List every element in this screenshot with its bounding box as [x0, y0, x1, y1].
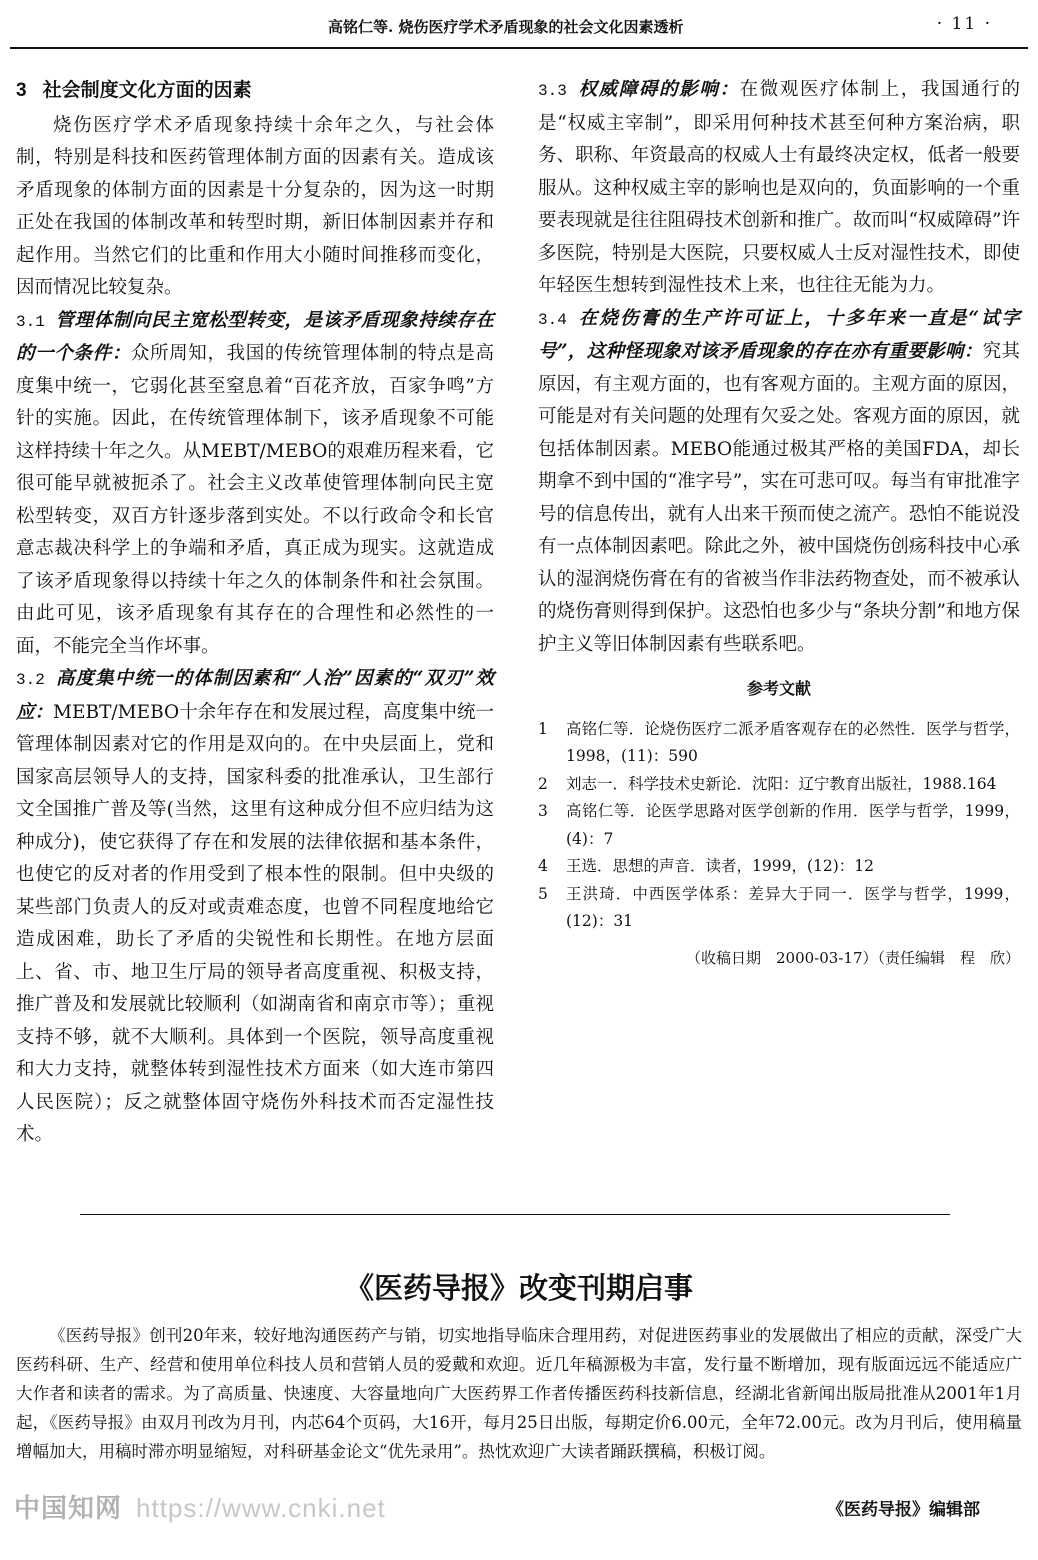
section-title: 社会制度文化方面的因素 [42, 79, 252, 101]
running-title: 高铭仁等. 烧伤医疗学术矛盾现象的社会文化因素透析 [328, 18, 684, 36]
reference-text: 王选．思想的声音．读者，1999，(12)：12 [566, 857, 874, 875]
right-column [538, 74, 1020, 974]
page-number: · 11 · [936, 14, 992, 34]
reference-item [538, 716, 1020, 771]
reference-text: 高铭仁等．论烧伤医疗二派矛盾客观存在的必然性．医学与哲学，1998，(11)：590 [566, 719, 1020, 765]
subsection-title: 管理体制向民主宽松型转变，是该矛盾现象持续存在的一个条件： [16, 309, 494, 364]
section-number: 3 [16, 80, 27, 101]
cnki-logo: 中国知网 [14, 1493, 123, 1523]
reference-item [538, 771, 1020, 799]
subsection-number: 3.3 [538, 82, 567, 100]
subsection-title: 权威障碍的影响： [576, 79, 740, 100]
subsection-text: 众所周知，我国的传统管理体制的特点是高度集中统一，它弱化甚至窒息着“百花齐放，百家争鸣”方针的实施。因此，在传统管理体制下，该矛盾现象不可能这样持续十年之久。从MEBT/MEBO的艰难历程来看，它很可能早就被扼杀了。社会主义改革使管理体制向民主宽松型转变，双百方针逐步落到实处。不以行政命令和长官意志裁决科学上的争端和矛盾，真正成为现实。这就造成了该矛盾现象得以持续十年之久的体制条件和社会氛围。由此可见，该矛盾现象有其存在的合理性和必然性的一面，不能完全当作坏事。 [16, 343, 494, 657]
subsection-3-2 [16, 663, 494, 1152]
left-column [16, 74, 494, 1152]
reference-item [538, 881, 1020, 936]
received-date-editor: （收稿日期 2000-03-17）（责任编辑 程 欣） [686, 948, 1020, 967]
reference-item [538, 853, 1020, 881]
reference-number: 2 [538, 774, 548, 793]
reference-number: 4 [538, 857, 548, 875]
notice-signature: 《医药导报》编辑部 [827, 1500, 980, 1520]
reference-text: 刘志一．科学技术史新论．沈阳：辽宁教育出版社，1988.164 [566, 774, 997, 793]
reference-item [538, 798, 1020, 853]
subsection-text: MEBT/MEBO十余年存在和发展过程，高度集中统一管理体制因素对它的作用是双向的。在中央层面上，党和国家高层领导人的支持，国家科委的批准承认，卫生部行文全国推广普及等(当然，这里有这种成分但不应归结为这种成分)，使它获得了存在和发展的法律依据和基本条件，也使它的反对者的作用受到了根本性的限制。但中央级的某些部门负责人的反对或责难态度，也曾不同程度地给它造成困难，助长了矛盾的尖锐性和长期性。在地方层面上、省、市、地卫生厅局的领导者高度重视、积极支持，推广普及和发展就比较顺利（如湖南省和南京市等）；重视支持不够，就不大顺利。具体到一个医院，领导高度重视和大力支持，就整体转到湿性技术方面来（如大连市第四人民医院）；反之就整体固守烧伤外科技术而否定湿性技术。 [16, 701, 494, 1145]
reference-text: 王洪琦．中西医学体系：差异大于同一．医学与哲学，1999，(12)：31 [566, 884, 1020, 930]
page-header [10, 14, 1028, 42]
reference-number: 5 [538, 884, 548, 903]
subsection-number: 3.4 [538, 310, 567, 329]
section-heading [16, 74, 494, 108]
cnki-watermark [14, 1488, 386, 1525]
cnki-url: https://www.cnki.net [136, 1493, 386, 1523]
subsection-title: 在烧伤膏的生产许可证上，十多年来一直是“试字号”，这种怪现象对该矛盾现象的存在亦有重要影响： [538, 307, 1020, 362]
section-intro: 烧伤医疗学术矛盾现象持续十余年之久，与社会体制，特别是科技和医药管理体制方面的因素有关。造成该矛盾现象的体制方面的因素是十分复杂的，因为这一时期正处在我国的体制改革和转型时期，新旧体制因素并存和起作用。当然它们的比重和作用大小随时间推移而变化，因而情况比较复杂。 [16, 114, 494, 298]
references-heading: 参考文献 [746, 679, 811, 698]
reference-list [538, 716, 1020, 936]
subsection-title: 高度集中统一的体制因素和“人治”因素的“双刃”效应： [16, 668, 494, 723]
notice-body [16, 1321, 1022, 1466]
subsection-3-1 [16, 305, 494, 664]
subsection-number: 3.1 [16, 312, 45, 331]
reference-number: 3 [538, 802, 548, 820]
subsection-text: 在微观医疗体制上，我国通行的是“权威主宰制”，即采用何种技术甚至何种方案治病，职务、职称、年资最高的权威人士有最终决定权，低者一般要服从。这种权威主宰的影响也是双向的，负面影响的一个重要表现就是往往阻碍技术创新和推广。故而叫“权威障碍”许多医院，特别是大医院，只要权威人士反对湿性技术，即使年轻医生想转到湿性技术上来，也往往无能为力。 [538, 79, 1020, 296]
reference-text: 高铭仁等．论医学思路对医学创新的作用．医学与哲学，1999，(4)：7 [566, 802, 1020, 848]
subsection-number: 3.2 [16, 671, 45, 689]
subsection-3-3 [538, 74, 1020, 303]
section-divider [80, 1214, 950, 1215]
reference-number: 1 [538, 719, 548, 738]
header-rule [10, 47, 1028, 49]
subsection-text: 究其原因，有主观方面的，也有客观方面的。主观方面的原因，可能是对有关问题的处理有欠妥之处。客观方面的原因，就包括体制因素。MEBO能通过极其严格的美国FDA，却长期拿不到中国的“准字号”，实在可悲可叹。每当有审批准字号的信息传出，就有人出来干预而使之流产。恐怕不能说没有一点体制因素吧。除此之外，被中国烧伤创疡科技中心承认的湿润烧伤膏在有的省被当作非法药物查处，而不被承认的烧伤膏则得到保护。这恐怕也多少与“条块分割”和地方保护主义等旧体制因素有些联系吧。 [538, 341, 1020, 655]
subsection-3-4 [538, 303, 1020, 662]
notice-title: 《医药导报》改变刊期启事 [344, 1271, 693, 1305]
notice-text: 《医药导报》创刊20年来，较好地沟通医药产与销，切实地指导临床合理用药，对促进医药事业的发展做出了相应的贡献，深受广大医药科研、生产、经营和使用单位科技人员和营销人员的爱戴和欢迎。近几年稿源极为丰富，发行量不断增加，现有版面远远不能适应广大作者和读者的需求。为了高质量、快速度、大容量地向广大医药界工作者传播医药科技新信息，经湖北省新闻出版局批准从2001年1月起，《医药导报》由双月刊改为月刊，内芯64个页码，大16开，每月25日出版，每期定价6.00元，全年72.00元。改为月刊后，使用稿量增幅加大，用稿时滞亦明显缩短，对科研基金论文“优先录用”。热忱欢迎广大读者踊跃撰稿，积极订阅。 [16, 1326, 1022, 1461]
